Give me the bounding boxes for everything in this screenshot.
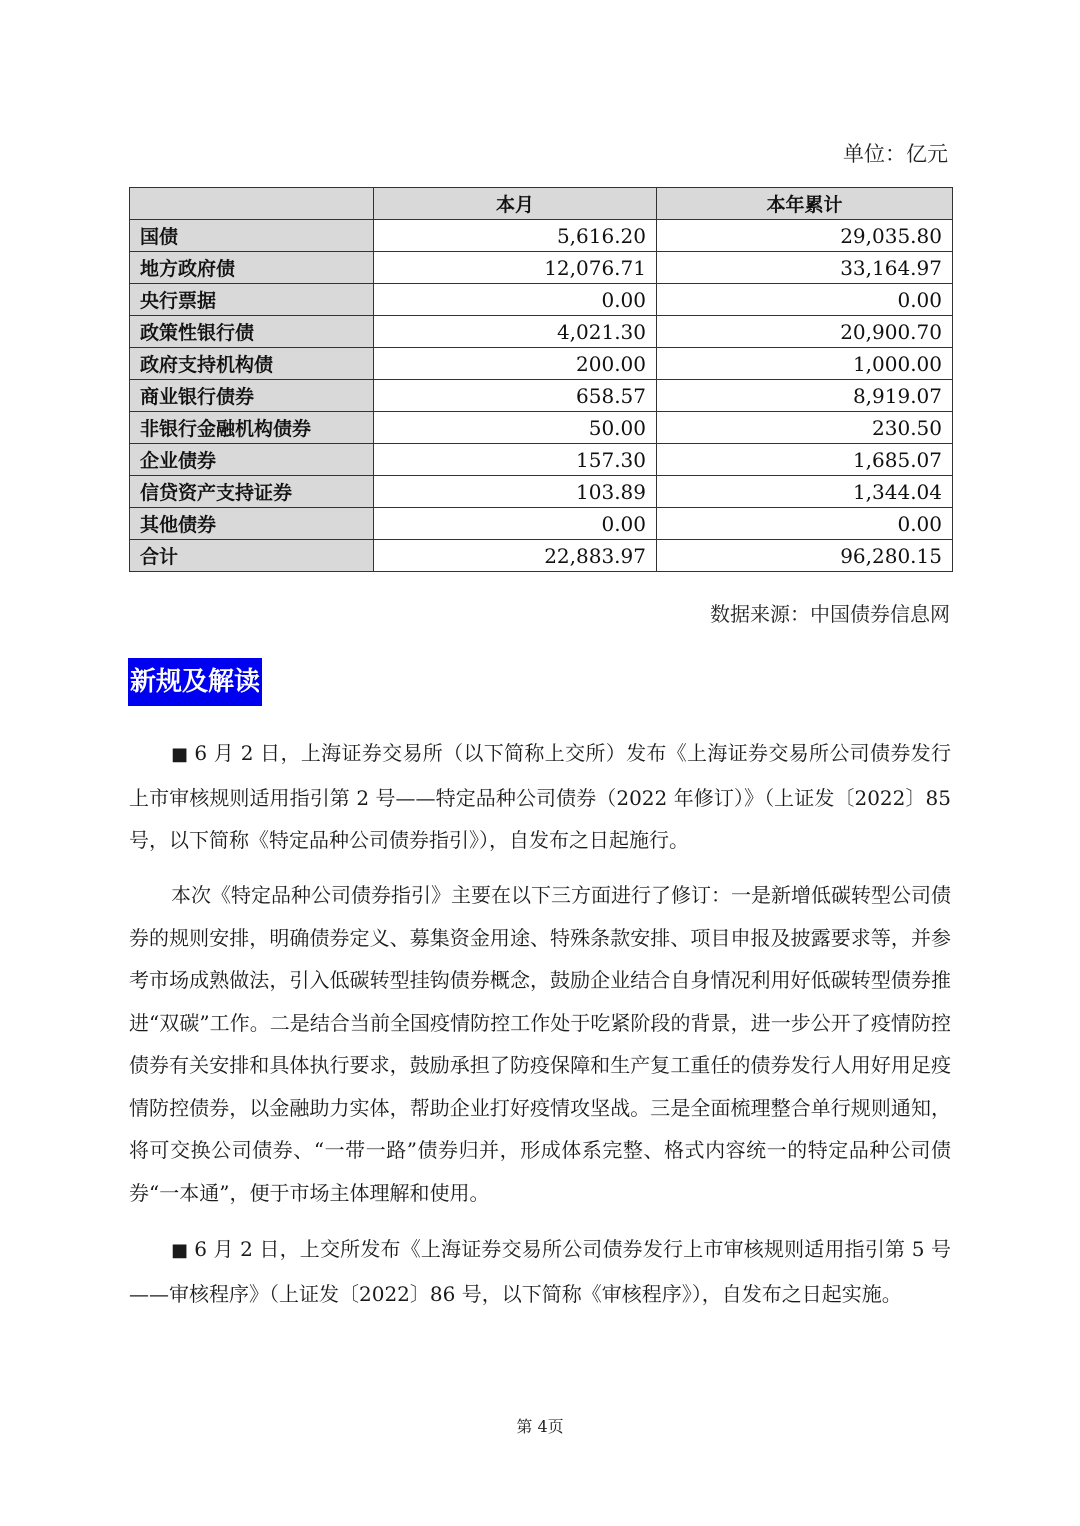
row-label: 国债 bbox=[130, 220, 374, 252]
row-label: 信贷资产支持证券 bbox=[130, 476, 374, 508]
ytd-value: 230.50 bbox=[657, 412, 953, 444]
row-label: 地方政府债 bbox=[130, 252, 374, 284]
row-label: 政策性银行债 bbox=[130, 316, 374, 348]
paragraph-text: 6 月 2 日，上海证券交易所（以下简称上交所）发布《上海证券交易所公司债券发行上市审核规则适用指引第 2 号——特定品种公司债券（2022 年修订）》（上证发〔2022〕85 号，以下简称《特定品种公司债券指引》），自发布之日起施行。 bbox=[129, 741, 951, 852]
ytd-value: 0.00 bbox=[657, 508, 953, 540]
header-month: 本月 bbox=[374, 188, 657, 220]
ytd-value: 29,035.80 bbox=[657, 220, 953, 252]
table-row bbox=[130, 508, 953, 540]
black-square-icon: ■ bbox=[171, 744, 189, 765]
header-category bbox=[130, 188, 374, 220]
row-label: 合计 bbox=[130, 540, 374, 572]
ytd-value: 20,900.70 bbox=[657, 316, 953, 348]
news-paragraph bbox=[129, 1228, 951, 1315]
month-value: 200.00 bbox=[374, 348, 657, 380]
table-row bbox=[130, 316, 953, 348]
month-value: 103.89 bbox=[374, 476, 657, 508]
ytd-value: 96,280.15 bbox=[657, 540, 953, 572]
month-value: 22,883.97 bbox=[374, 540, 657, 572]
page-number: 第 4页 bbox=[516, 1417, 564, 1436]
row-label: 企业债券 bbox=[130, 444, 374, 476]
table-total-row bbox=[130, 540, 953, 572]
month-value: 5,616.20 bbox=[374, 220, 657, 252]
table-row bbox=[130, 412, 953, 444]
row-label: 央行票据 bbox=[130, 284, 374, 316]
row-label: 政府支持机构债 bbox=[130, 348, 374, 380]
month-value: 50.00 bbox=[374, 412, 657, 444]
section-heading: 新规及解读 bbox=[128, 658, 262, 706]
paragraph-text: 6 月 2 日，上交所发布《上海证券交易所公司债券发行上市审核规则适用指引第 5 号——审核程序》（上证发〔2022〕86 号，以下简称《审核程序》），自发布之日起实施。 bbox=[129, 1237, 951, 1306]
header-ytd: 本年累计 bbox=[657, 188, 953, 220]
row-label: 商业银行债券 bbox=[130, 380, 374, 412]
data-source: 数据来源：中国债券信息网 bbox=[710, 602, 950, 626]
black-square-icon: ■ bbox=[171, 1240, 189, 1261]
table-header-row bbox=[130, 188, 953, 220]
ytd-value: 8,919.07 bbox=[657, 380, 953, 412]
row-label: 非银行金融机构债券 bbox=[130, 412, 374, 444]
row-label: 其他债券 bbox=[130, 508, 374, 540]
month-value: 658.57 bbox=[374, 380, 657, 412]
table-row bbox=[130, 220, 953, 252]
month-value: 0.00 bbox=[374, 284, 657, 316]
table-row bbox=[130, 252, 953, 284]
ytd-value: 33,164.97 bbox=[657, 252, 953, 284]
analysis-paragraph: 本次《特定品种公司债券指引》主要在以下三方面进行了修订：一是新增低碳转型公司债券的规则安排，明确债券定义、募集资金用途、特殊条款安排、项目申报及披露要求等，并参考市场成熟做法，引入低碳转型挂钩债券概念，鼓励企业结合自身情况利用好低碳转型债券推进“双碳”工作。二是结合当前全国疫情防控工作处于吃紧阶段的背景，进一步公开了疫情防控债券有关安排和具体执行要求，鼓励承担了防疫保障和生产复工重任的债券发行人用好用足疫情防控债券，以金融助力实体，帮助企业打好疫情攻坚战。三是全面梳理整合单行规则通知，将可交换公司债券、“一带一路”债券归并，形成体系完整、格式内容统一的特定品种公司债券“一本通”，便于市场主体理解和使用。 bbox=[129, 883, 951, 1205]
ytd-value: 1,685.07 bbox=[657, 444, 953, 476]
news-paragraph bbox=[129, 732, 951, 862]
table-row bbox=[130, 284, 953, 316]
month-value: 4,021.30 bbox=[374, 316, 657, 348]
month-value: 12,076.71 bbox=[374, 252, 657, 284]
ytd-value: 1,344.04 bbox=[657, 476, 953, 508]
table-row bbox=[130, 380, 953, 412]
table-row bbox=[130, 476, 953, 508]
month-value: 157.30 bbox=[374, 444, 657, 476]
unit-label: 单位：亿元 bbox=[843, 142, 948, 166]
bond-issuance-table bbox=[129, 187, 953, 572]
month-value: 0.00 bbox=[374, 508, 657, 540]
ytd-value: 0.00 bbox=[657, 284, 953, 316]
table-row bbox=[130, 444, 953, 476]
table-row bbox=[130, 348, 953, 380]
ytd-value: 1,000.00 bbox=[657, 348, 953, 380]
